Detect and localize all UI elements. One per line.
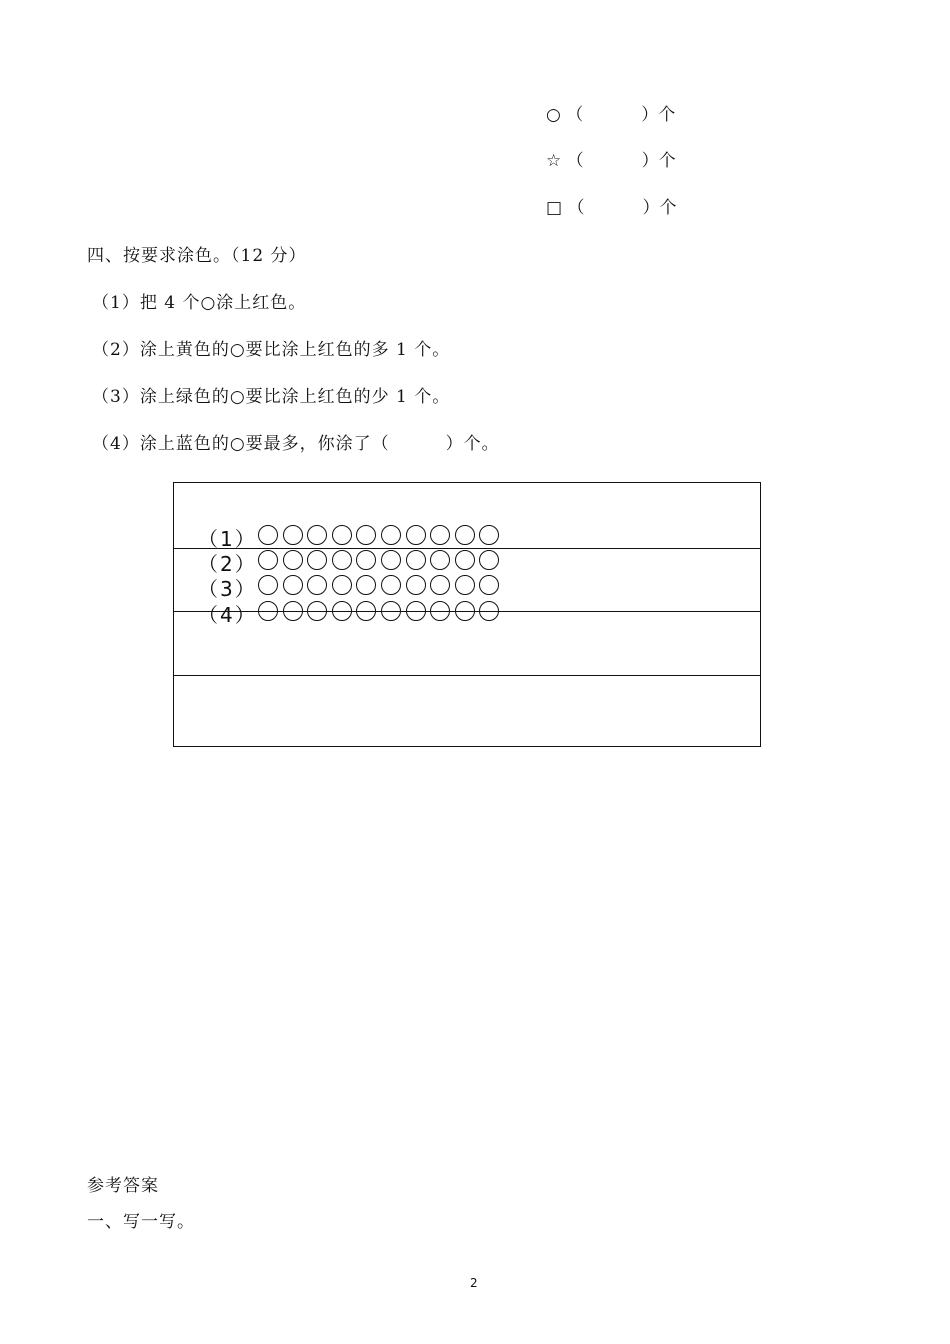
colorable-circle[interactable] — [332, 575, 352, 595]
colorable-circle[interactable] — [283, 525, 303, 545]
colorable-circle[interactable] — [479, 601, 499, 621]
instruction-4: （4）涂上蓝色的○要最多，你涂了（ ）个。 — [92, 434, 500, 454]
coloring-table — [173, 482, 761, 747]
colorable-circle[interactable] — [283, 575, 303, 595]
square-icon: □ — [546, 198, 563, 218]
colorable-circle[interactable] — [283, 601, 303, 621]
table-divider — [174, 675, 760, 676]
colorable-circle[interactable] — [381, 601, 401, 621]
colorable-circle[interactable] — [307, 550, 327, 570]
circle-row-2 — [198, 550, 504, 574]
colorable-circle[interactable] — [356, 575, 376, 595]
colorable-circle[interactable] — [406, 525, 426, 545]
colorable-circle[interactable] — [258, 525, 278, 545]
row-label: （3） — [198, 576, 257, 601]
colorable-circle[interactable] — [356, 601, 376, 621]
colorable-circle[interactable] — [406, 601, 426, 621]
colorable-circle[interactable] — [381, 575, 401, 595]
colorable-circle[interactable] — [406, 575, 426, 595]
colorable-circle[interactable] — [332, 525, 352, 545]
colorable-circle[interactable] — [479, 550, 499, 570]
star-icon: ☆ — [546, 151, 562, 171]
colorable-circle[interactable] — [455, 525, 475, 545]
colorable-circle[interactable] — [479, 575, 499, 595]
instruction-3: （3）涂上绿色的○要比涂上红色的少 1 个。 — [92, 387, 451, 407]
page-number: 2 — [470, 1276, 478, 1290]
section-4-title: 四、按要求涂色。（12 分） — [87, 246, 307, 266]
colorable-circle[interactable] — [455, 575, 475, 595]
colorable-circle[interactable] — [479, 525, 499, 545]
colorable-circle[interactable] — [307, 575, 327, 595]
colorable-circle[interactable] — [332, 601, 352, 621]
row-label: （2） — [198, 551, 257, 576]
colorable-circle[interactable] — [307, 525, 327, 545]
circle-icon: ○ — [546, 105, 561, 125]
count-item-circle: ○ （ ）个 — [546, 105, 676, 125]
colorable-circle[interactable] — [307, 601, 327, 621]
row-label: （1） — [198, 526, 257, 551]
answers-heading: 参考答案 — [87, 1176, 159, 1196]
colorable-circle[interactable] — [381, 550, 401, 570]
colorable-circle[interactable] — [430, 601, 450, 621]
colorable-circle[interactable] — [258, 601, 278, 621]
row-label: （4） — [198, 602, 257, 627]
colorable-circle[interactable] — [356, 550, 376, 570]
colorable-circle[interactable] — [332, 550, 352, 570]
answers-section-1: 一、写一写。 — [87, 1212, 195, 1232]
circle-row-1 — [198, 525, 504, 549]
count-item-star: ☆ （ ）个 — [546, 151, 676, 171]
instruction-2: （2）涂上黄色的○要比涂上红色的多 1 个。 — [92, 340, 451, 360]
colorable-circle[interactable] — [356, 525, 376, 545]
colorable-circle[interactable] — [430, 525, 450, 545]
colorable-circle[interactable] — [283, 550, 303, 570]
colorable-circle[interactable] — [258, 575, 278, 595]
circle-row-4 — [198, 601, 504, 625]
colorable-circle[interactable] — [455, 601, 475, 621]
instruction-1: （1）把 4 个○涂上红色。 — [92, 293, 307, 313]
colorable-circle[interactable] — [430, 575, 450, 595]
colorable-circle[interactable] — [258, 550, 278, 570]
circle-row-3 — [198, 575, 504, 599]
colorable-circle[interactable] — [381, 525, 401, 545]
count-item-square: □ （ ）个 — [546, 198, 677, 218]
colorable-circle[interactable] — [430, 550, 450, 570]
colorable-circle[interactable] — [406, 550, 426, 570]
colorable-circle[interactable] — [455, 550, 475, 570]
